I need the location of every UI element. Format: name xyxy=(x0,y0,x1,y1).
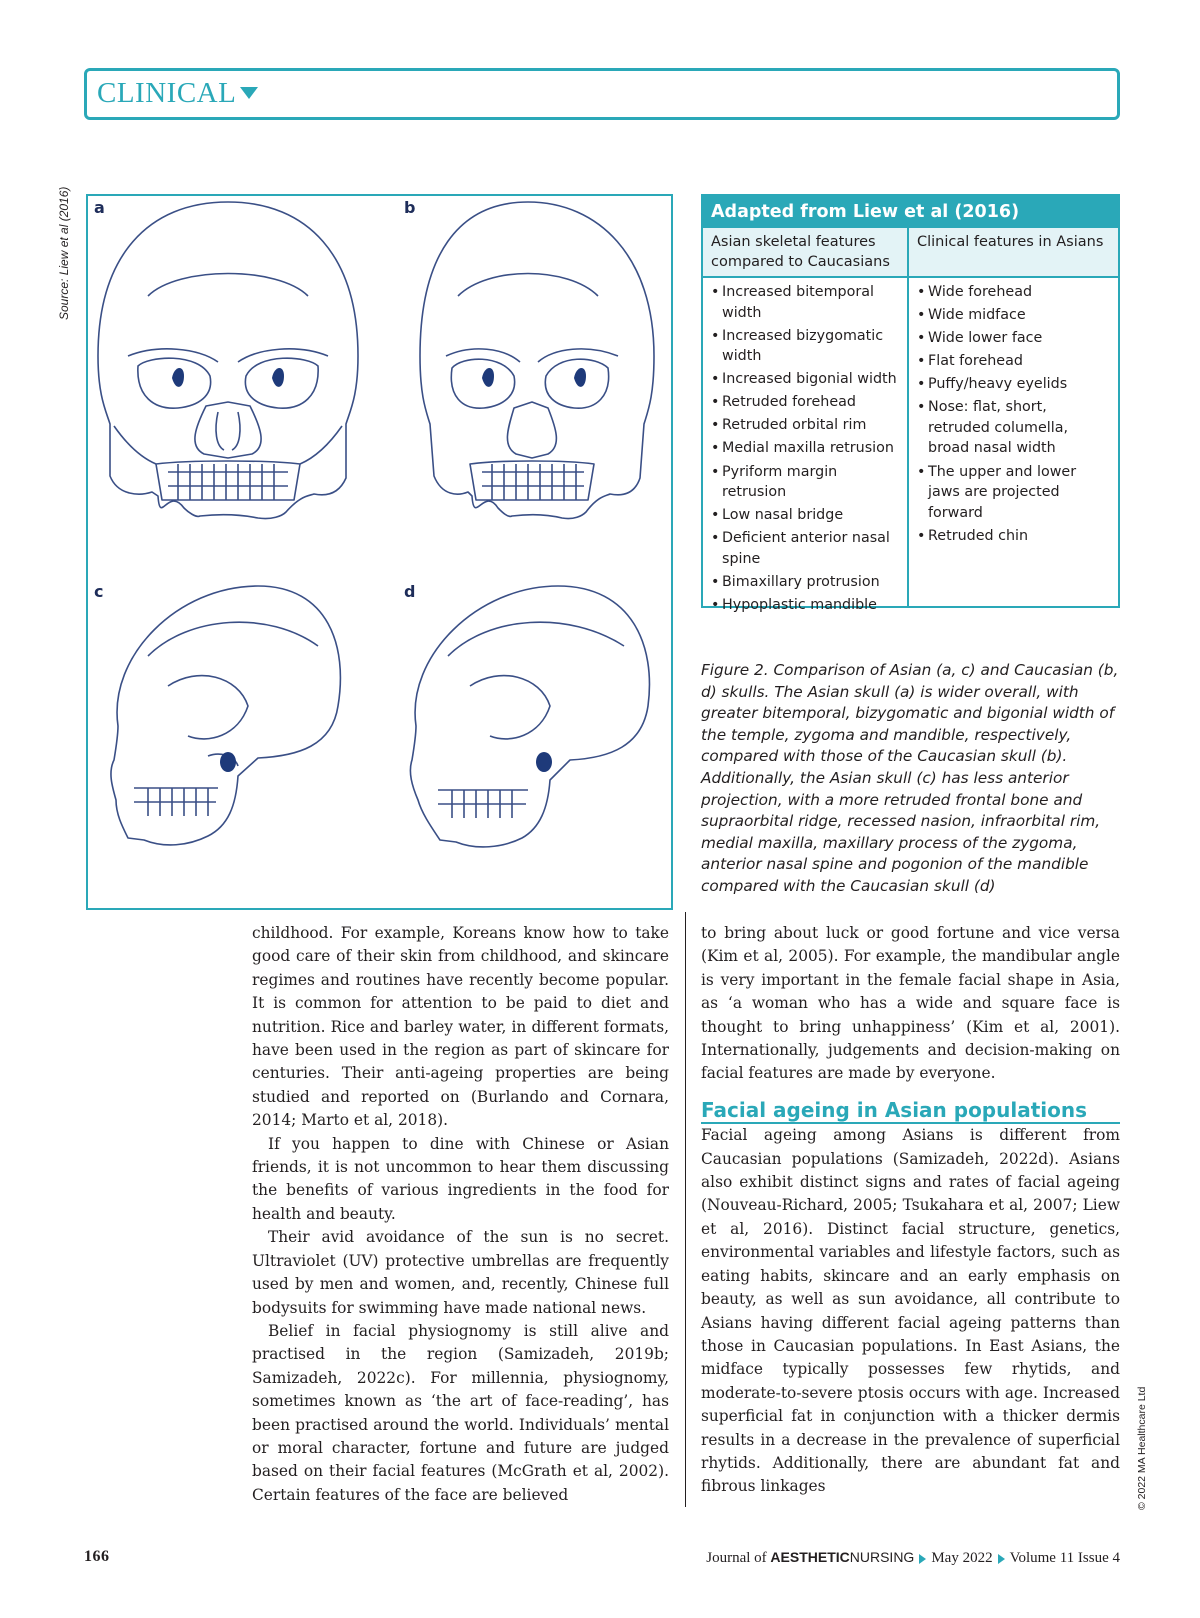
journal-footer xyxy=(706,1549,1120,1567)
section-subheading: Facial ageing in Asian populations xyxy=(701,1098,1120,1124)
section-label: CLINICAL xyxy=(97,77,258,110)
list-item: • Increased bitemporal width xyxy=(711,282,901,323)
table-title: Adapted from Liew et al (2016) xyxy=(703,196,1118,228)
list-item: • Increased bigonial width xyxy=(711,369,901,390)
page-number: 166 xyxy=(84,1548,110,1565)
column-divider xyxy=(685,912,686,1507)
copyright-notice: © 2022 MA Healthcare Ltd xyxy=(1136,1386,1148,1510)
arrow-right-icon xyxy=(998,1554,1005,1564)
list-item: • Retruded orbital rim xyxy=(711,415,901,436)
body-column-right xyxy=(701,922,1120,1499)
skull-b-frontal xyxy=(420,202,654,519)
panel-label-a: a xyxy=(94,198,105,217)
list-item: • Retruded chin xyxy=(917,526,1112,547)
skull-d-lateral xyxy=(410,586,649,847)
figure-source-credit: Source: Liew et al (2016) xyxy=(57,186,71,320)
body-paragraph: childhood. For example, Koreans know how to take good care of their skin from childhood, and skincare regimes and routines have recently become popular. It is common for attention to be paid to diet and nutrition. Rice and barley water, in different formats, have been used in the region as part of skincare for centuries. Their anti-ageing properties are being studied and reported on (Burlando and Cornara, 2014; Marto et al, 2018). xyxy=(252,924,669,1130)
body-column-left xyxy=(252,922,669,1507)
body-paragraph: Belief in facial physiognomy is still alive and practised in the region (Samizadeh, 2019b; Samizadeh, 2022c). For millennia, physiognomy, sometimes known as ‘the art of face-reading’, has been practised around the world. Individuals’ mental or moral character, fortune and future are judged based on their facial features (McGrath et al, 2002). Certain features of the face are believed xyxy=(252,1321,669,1504)
issue-date: May 2022 xyxy=(931,1550,993,1566)
volume-issue: Volume 11 Issue 4 xyxy=(1009,1550,1120,1566)
body-paragraph: If you happen to dine with Chinese or Asian friends, it is not uncommon to hear them discussing the benefits of various ingredients in the food for health and beauty. xyxy=(252,1134,669,1223)
list-item: • Wide forehead xyxy=(917,282,1112,303)
skull-illustrations xyxy=(88,196,671,908)
skull-c-lateral xyxy=(111,586,340,845)
list-item: • Wide lower face xyxy=(917,328,1112,349)
table-header-row xyxy=(703,228,1118,278)
table-header-clinical: Clinical features in Asians xyxy=(917,234,1104,250)
list-item: • Low nasal bridge xyxy=(711,505,901,526)
list-item: • Nose: flat, short, retruded columella, broad nasal width xyxy=(917,397,1112,459)
figure-caption: Figure 2. Comparison of Asian (a, c) and Caucasian (b, d) skulls. The Asian skull (a) is wider overall, with greater bitemporal, bizygomatic and bigonial width of the temple, zygoma and mandible, respectively, compared with those of the Caucasian skull (b). Additionally, the Asian skull (c) has less anterior projection, with a more retruded frontal bone and supraorbital ridge, recessed nasion, infraorbital rim, medial maxilla, maxillary process of the zygoma, anterior nasal spine and pogonion of the mandible compared with the Caucasian skull (d) xyxy=(701,661,1119,895)
list-item: • Retruded forehead xyxy=(711,392,901,413)
body-paragraph: Their avid avoidance of the sun is no secret. Ultraviolet (UV) protective umbrellas are frequently used by men and women, and, recently, Chinese full bodysuits for swimming have made national news. xyxy=(252,1228,669,1317)
list-item: • Pyriform margin retrusion xyxy=(711,462,901,503)
list-item: • Hypoplastic mandible xyxy=(711,595,901,616)
body-paragraph: Facial ageing among Asians is different from Caucasian populations (Samizadeh, 2022d). Asians also exhibit distinct signs and rates of facial ageing (Nouveau-Richard, 2005; Tsukahara et al, 2007; Liew et al, 2016). Distinct facial structure, genetics, environmental variables and lifestyle factors, such as eating habits, skincare and an early emphasis on beauty, as well as sun avoidance, all contribute to Asians having different facial ageing patterns than those in Caucasian populations. In East Asians, the midface typically possesses few rhytids, and moderate-to-severe ptosis occurs with age. Increased superficial fat in conjunction with a thicker dermis results in a decrease in the prevalence of superficial rhytids. Additionally, there are abundant fat and fibrous linkages xyxy=(701,1126,1120,1496)
journal-name-suffix: NURSING xyxy=(849,1549,915,1565)
table-column-skeletal xyxy=(703,278,909,613)
list-item: • Medial maxilla retrusion xyxy=(711,438,901,459)
list-item: • Bimaxillary protrusion xyxy=(711,572,901,593)
journal-name-bold: AESTHETIC xyxy=(770,1549,850,1565)
list-item: • The upper and lower jaws are projected forward xyxy=(917,462,1112,524)
skull-figure xyxy=(86,194,673,910)
section-header-box xyxy=(84,68,1120,120)
arrow-right-icon xyxy=(919,1554,926,1564)
panel-label-d: d xyxy=(404,582,416,601)
list-item: • Puffy/heavy eyelids xyxy=(917,374,1112,395)
skull-a-frontal xyxy=(98,202,358,519)
list-item: • Flat forehead xyxy=(917,351,1112,372)
journal-prefix: Journal of xyxy=(706,1550,767,1566)
comparison-table xyxy=(701,194,1120,613)
list-item: • Deficient anterior nasal spine xyxy=(711,528,901,569)
panel-label-b: b xyxy=(404,198,416,217)
list-item: • Increased bizygomatic width xyxy=(711,326,901,367)
triangle-down-icon xyxy=(240,87,258,99)
list-item: • Wide midface xyxy=(917,305,1112,326)
table-column-clinical xyxy=(909,278,1118,606)
panel-label-c: c xyxy=(94,582,104,601)
body-paragraph: to bring about luck or good fortune and vice versa (Kim et al, 2005). For example, the mandibular angle is very important in the female facial shape in Asia, as ‘a woman who has a wide and square face is thought to bring unhappiness’ (Kim et al, 2001). Internationally, judgements and decision-making on facial features are made by everyone. xyxy=(701,924,1120,1083)
table-header-asian-skeletal: Asian skeletal features compared to Caucasians xyxy=(703,228,909,276)
table-body xyxy=(703,278,1118,613)
